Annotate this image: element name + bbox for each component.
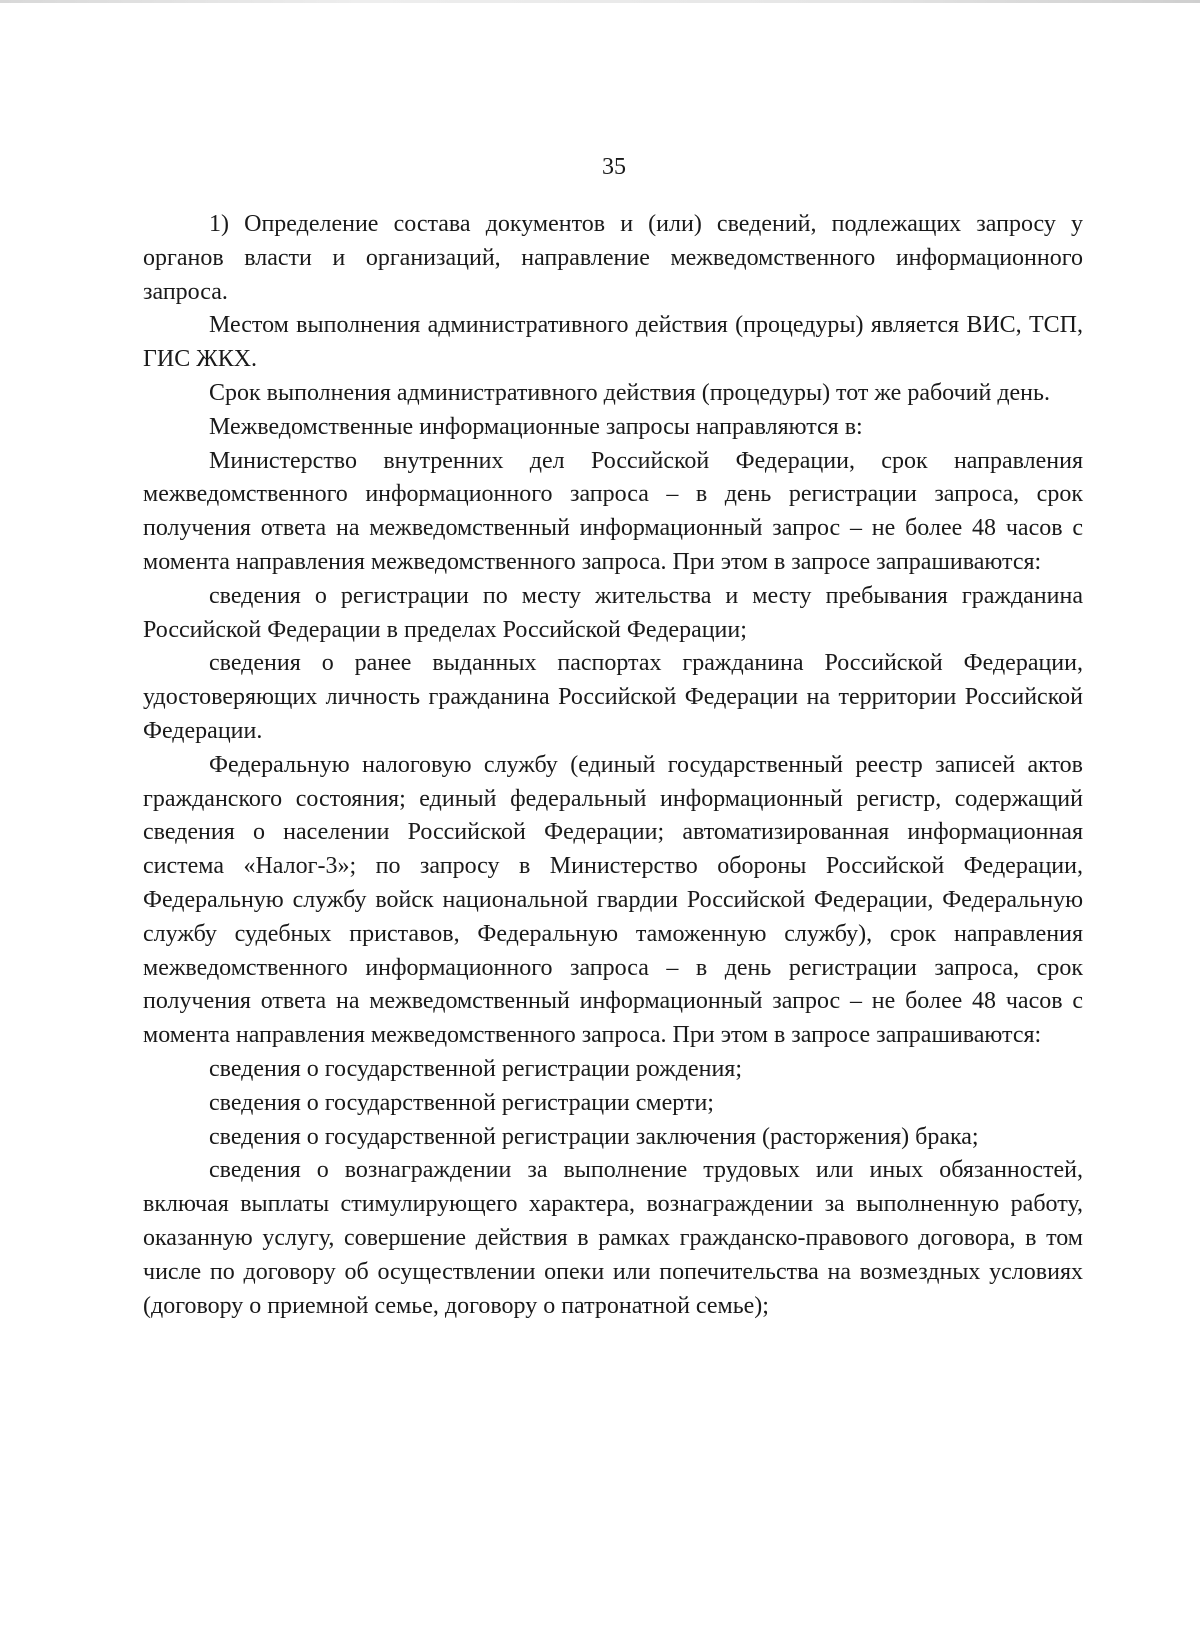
paragraph: Федеральную налоговую службу (единый государственный реестр записей актов гражданского состояния; единый федеральный информационный регистр, содержащий сведения о населении Российской Федерации; автоматизированная информационная система «Налог-3»; по запросу в Министерство обороны Российской Федерации, Федеральную службу войск национальной гвардии Российской Федерации, Федеральную службу судебных приставов, Федеральную таможенную службу), срок направления межведомственного информационного запроса – в день регистрации запроса, срок получения ответа на межведомственный информационный запрос – не более 48 часов с момента направления межведомственного запроса. При этом в запросе запрашиваются: [143,751,1083,1049]
paragraph: сведения о государственной регистрации рождения; [209,1055,743,1082]
paragraph: Срок выполнения административного действия (процедуры) тот же рабочий день. [209,379,1050,406]
paragraph: Министерство внутренних дел Российской Федерации, срок направления межведомственного информационного запроса – в день регистрации запроса, срок получения ответа на межведомственный информационный запрос – не более 48 часов с момента направления межведомственного запроса. При этом в запросе запрашиваются: [143,447,1083,575]
paragraph: сведения о ранее выданных паспортах гражданина Российской Федерации, удостоверяющих личность гражданина Российской Федерации на территории Российской Федерации. [143,650,1083,744]
scan-edge [0,0,1200,3]
paragraph: Межведомственные информационные запросы направляются в: [209,413,863,440]
paragraph: Местом выполнения административного действия (процедуры) является ВИС, ТСП, ГИС ЖКХ. [143,312,1083,373]
paragraph: сведения о вознаграждении за выполнение трудовых или иных обязанностей, включая выплаты стимулирующего характера, вознаграждении за выполненную работу, оказанную услугу, совершение действия в рамках гражданско-правового договора, в том числе по договору об осуществлении опеки или попечительства на возмездных условиях (договору о приемной семье, договору о патронатной семье); [143,1157,1083,1319]
paragraph: сведения о регистрации по месту жительства и месту пребывания гражданина Российской Федерации в пределах Российской Федерации; [143,582,1083,643]
paragraph: сведения о государственной регистрации заключения (расторжения) брака; [209,1123,979,1150]
paragraph: сведения о государственной регистрации смерти; [209,1089,714,1116]
document-body [143,208,1083,1323]
page-number: 35 [602,154,626,180]
paragraph: 1) Определение состава документов и (или) сведений, подлежащих запросу у органов власти и организаций, направление межведомственного информационного запроса. [143,211,1083,305]
